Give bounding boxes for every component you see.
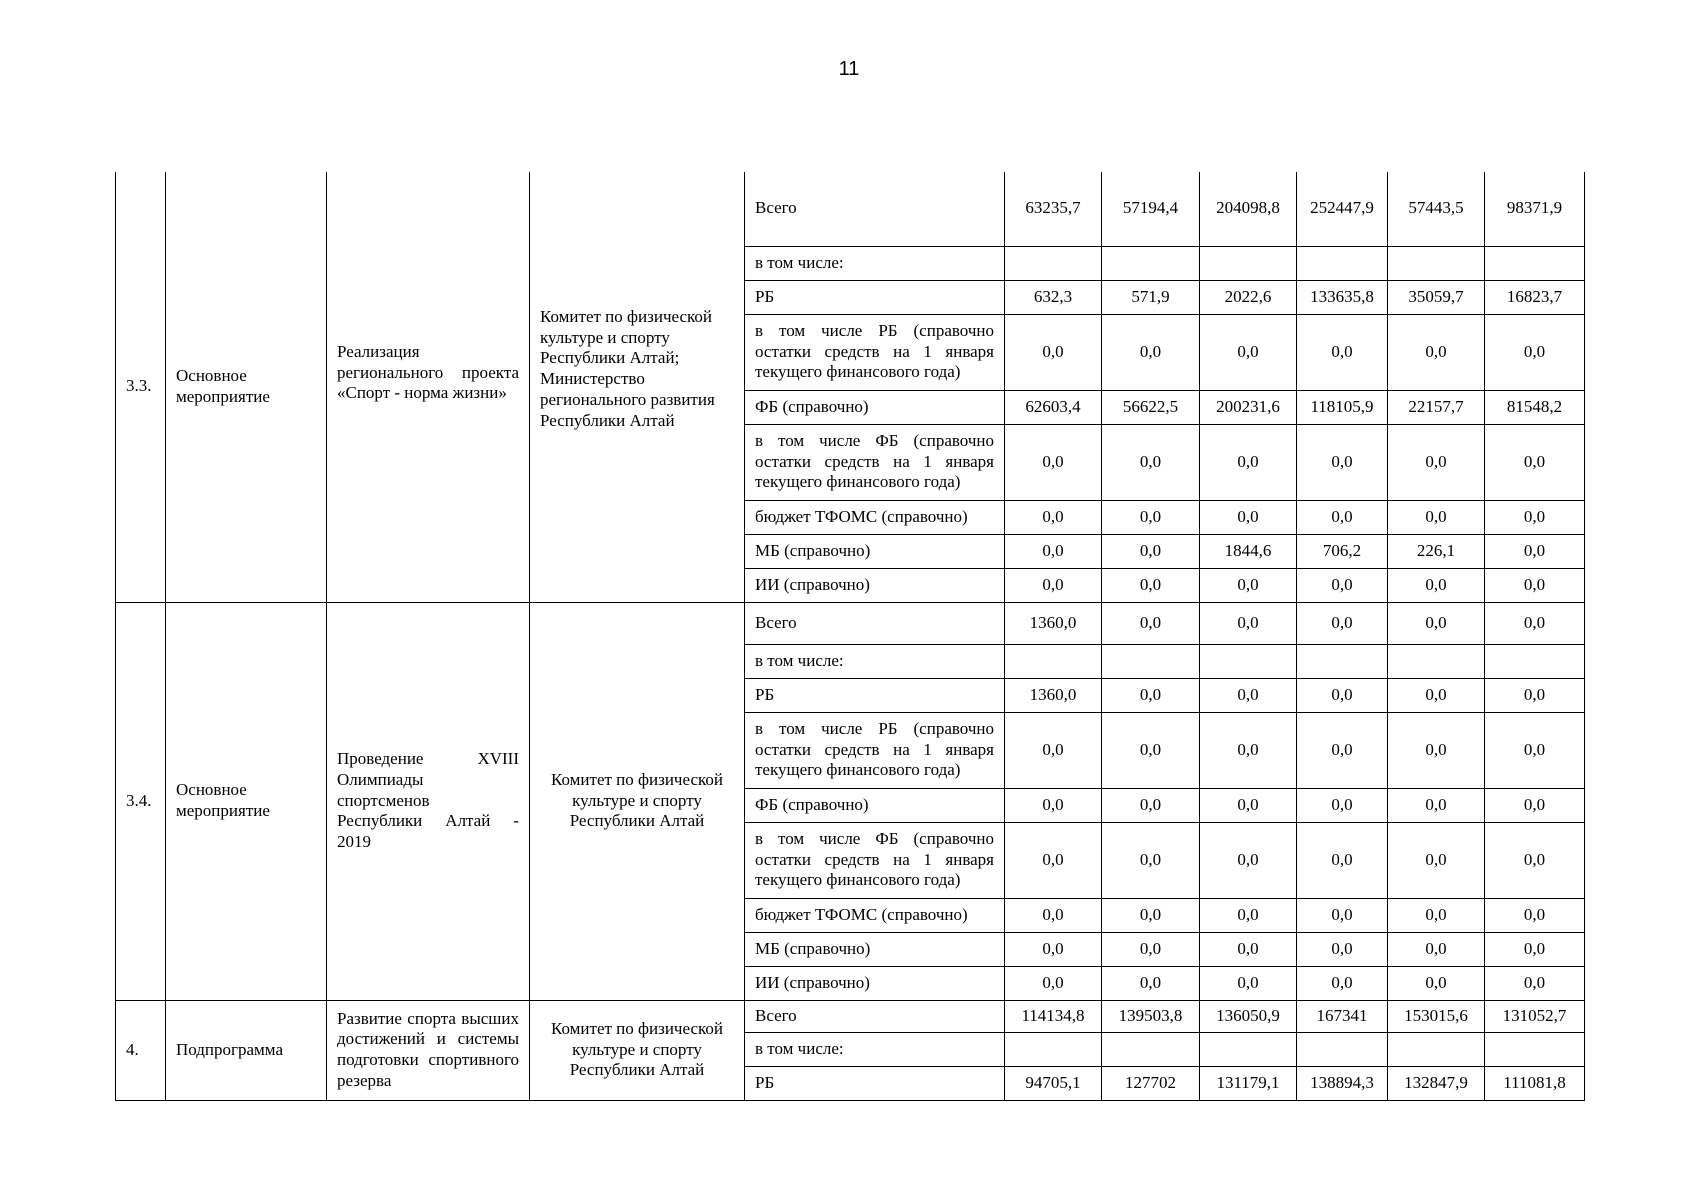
funding-source: в том числе: [745, 246, 1005, 280]
amount-cell: 0,0 [1485, 822, 1585, 898]
amount-cell: 0,0 [1005, 568, 1102, 602]
amount-cell: 0,0 [1200, 500, 1297, 534]
page-number: 11 [838, 58, 860, 80]
funding-source: бюджет ТФОМС (справочно) [745, 898, 1005, 932]
amount-cell: 0,0 [1005, 932, 1102, 966]
amount-cell: 16823,7 [1485, 280, 1585, 314]
amount-cell: 0,0 [1005, 500, 1102, 534]
amount-cell: 0,0 [1388, 568, 1485, 602]
amount-cell: 0,0 [1388, 788, 1485, 822]
item-name: Реализация регионального проекта «Спорт - норма жизни» [327, 172, 530, 602]
amount-cell [1297, 1032, 1388, 1066]
amount-cell: 0,0 [1102, 568, 1200, 602]
item-name: Развитие спорта высших достижений и системы подготовки спортивного резерва [327, 1000, 530, 1100]
amount-cell: 0,0 [1200, 568, 1297, 602]
amount-cell: 132847,9 [1388, 1066, 1485, 1100]
table-row [116, 1000, 1585, 1032]
item-type: Основное мероприятие [166, 602, 327, 1000]
funding-source: в том числе ФБ (справочно остатки средств на 1 января текущего финансового года) [745, 424, 1005, 500]
amount-cell: 98371,9 [1485, 172, 1585, 246]
funding-source: Всего [745, 172, 1005, 246]
funding-source: РБ [745, 280, 1005, 314]
amount-cell: 200231,6 [1200, 390, 1297, 424]
amount-cell: 0,0 [1102, 424, 1200, 500]
amount-cell: 62603,4 [1005, 390, 1102, 424]
funding-source: ФБ (справочно) [745, 390, 1005, 424]
amount-cell: 0,0 [1297, 932, 1388, 966]
amount-cell: 0,0 [1388, 314, 1485, 390]
amount-cell: 153015,6 [1388, 1000, 1485, 1032]
item-number: 3.3. [116, 172, 166, 602]
amount-cell: 0,0 [1005, 788, 1102, 822]
amount-cell: 1844,6 [1200, 534, 1297, 568]
amount-cell: 204098,8 [1200, 172, 1297, 246]
amount-cell: 0,0 [1388, 500, 1485, 534]
item-type: Основное мероприятие [166, 172, 327, 602]
amount-cell: 56622,5 [1102, 390, 1200, 424]
amount-cell [1388, 644, 1485, 678]
funding-source: ФБ (справочно) [745, 788, 1005, 822]
amount-cell: 0,0 [1297, 788, 1388, 822]
amount-cell [1388, 246, 1485, 280]
amount-cell: 0,0 [1388, 678, 1485, 712]
amount-cell: 0,0 [1485, 932, 1585, 966]
amount-cell: 22157,7 [1388, 390, 1485, 424]
funding-source: Всего [745, 602, 1005, 644]
item-number: 4. [116, 1000, 166, 1100]
amount-cell: 0,0 [1005, 712, 1102, 788]
amount-cell: 0,0 [1388, 712, 1485, 788]
amount-cell: 0,0 [1102, 712, 1200, 788]
amount-cell: 0,0 [1297, 966, 1388, 1000]
amount-cell: 0,0 [1200, 678, 1297, 712]
amount-cell [1485, 246, 1585, 280]
amount-cell: 127702 [1102, 1066, 1200, 1100]
amount-cell: 2022,6 [1200, 280, 1297, 314]
amount-cell: 0,0 [1200, 788, 1297, 822]
table-row [116, 172, 1585, 246]
amount-cell: 0,0 [1485, 678, 1585, 712]
amount-cell: 136050,9 [1200, 1000, 1297, 1032]
amount-cell [1485, 1032, 1585, 1066]
amount-cell: 0,0 [1485, 602, 1585, 644]
funding-source: в том числе ФБ (справочно остатки средств на 1 января текущего финансового года) [745, 822, 1005, 898]
amount-cell: 0,0 [1102, 314, 1200, 390]
amount-cell: 0,0 [1005, 424, 1102, 500]
funding-source: ИИ (справочно) [745, 568, 1005, 602]
amount-cell: 0,0 [1485, 788, 1585, 822]
amount-cell: 0,0 [1485, 424, 1585, 500]
amount-cell: 226,1 [1388, 534, 1485, 568]
amount-cell: 0,0 [1388, 898, 1485, 932]
funding-source: в том числе: [745, 644, 1005, 678]
amount-cell: 0,0 [1297, 822, 1388, 898]
amount-cell: 0,0 [1485, 712, 1585, 788]
amount-cell [1200, 1032, 1297, 1066]
amount-cell: 57443,5 [1388, 172, 1485, 246]
amount-cell: 252447,9 [1297, 172, 1388, 246]
amount-cell: 63235,7 [1005, 172, 1102, 246]
amount-cell [1297, 644, 1388, 678]
funding-source: РБ [745, 1066, 1005, 1100]
amount-cell: 0,0 [1297, 602, 1388, 644]
amount-cell: 0,0 [1485, 568, 1585, 602]
funding-source: Всего [745, 1000, 1005, 1032]
amount-cell: 0,0 [1102, 788, 1200, 822]
item-executor: Комитет по физической культуре и спорту Республики Алтай [530, 1000, 745, 1100]
amount-cell: 167341 [1297, 1000, 1388, 1032]
amount-cell: 0,0 [1388, 822, 1485, 898]
funding-source: в том числе РБ (справочно остатки средств на 1 января текущего финансового года) [745, 712, 1005, 788]
funding-source: в том числе РБ (справочно остатки средств на 1 января текущего финансового года) [745, 314, 1005, 390]
amount-cell: 1360,0 [1005, 678, 1102, 712]
item-executor: Комитет по физической культуре и спорту Республики Алтай [530, 602, 745, 1000]
amount-cell: 0,0 [1388, 424, 1485, 500]
budget-table [115, 172, 1585, 1101]
amount-cell: 0,0 [1005, 534, 1102, 568]
item-name: Проведение XVIII Олимпиады спортсменов Республики Алтай - 2019 [327, 602, 530, 1000]
amount-cell: 0,0 [1297, 568, 1388, 602]
amount-cell: 133635,8 [1297, 280, 1388, 314]
funding-source: МБ (справочно) [745, 534, 1005, 568]
amount-cell [1005, 644, 1102, 678]
amount-cell: 0,0 [1005, 822, 1102, 898]
amount-cell [1200, 246, 1297, 280]
amount-cell: 0,0 [1102, 822, 1200, 898]
amount-cell: 94705,1 [1005, 1066, 1102, 1100]
amount-cell: 0,0 [1102, 678, 1200, 712]
amount-cell: 0,0 [1102, 534, 1200, 568]
amount-cell: 57194,4 [1102, 172, 1200, 246]
amount-cell: 0,0 [1485, 500, 1585, 534]
amount-cell: 35059,7 [1388, 280, 1485, 314]
amount-cell [1102, 246, 1200, 280]
amount-cell: 81548,2 [1485, 390, 1585, 424]
amount-cell: 0,0 [1200, 602, 1297, 644]
funding-source: РБ [745, 678, 1005, 712]
item-type: Подпрограмма [166, 1000, 327, 1100]
amount-cell: 0,0 [1388, 602, 1485, 644]
amount-cell: 0,0 [1200, 712, 1297, 788]
amount-cell: 0,0 [1485, 314, 1585, 390]
amount-cell: 0,0 [1200, 424, 1297, 500]
funding-source: бюджет ТФОМС (справочно) [745, 500, 1005, 534]
amount-cell: 0,0 [1485, 898, 1585, 932]
amount-cell: 1360,0 [1005, 602, 1102, 644]
amount-cell: 0,0 [1102, 500, 1200, 534]
amount-cell: 0,0 [1102, 932, 1200, 966]
amount-cell: 114134,8 [1005, 1000, 1102, 1032]
amount-cell: 0,0 [1200, 932, 1297, 966]
table-row [116, 602, 1585, 644]
funding-source: МБ (справочно) [745, 932, 1005, 966]
amount-cell: 0,0 [1200, 898, 1297, 932]
amount-cell: 0,0 [1102, 966, 1200, 1000]
amount-cell: 0,0 [1005, 966, 1102, 1000]
amount-cell: 0,0 [1297, 314, 1388, 390]
amount-cell: 0,0 [1200, 966, 1297, 1000]
amount-cell [1388, 1032, 1485, 1066]
amount-cell: 0,0 [1388, 932, 1485, 966]
amount-cell [1200, 644, 1297, 678]
amount-cell [1005, 246, 1102, 280]
amount-cell [1102, 644, 1200, 678]
amount-cell: 0,0 [1102, 898, 1200, 932]
amount-cell: 111081,8 [1485, 1066, 1585, 1100]
funding-source: ИИ (справочно) [745, 966, 1005, 1000]
amount-cell: 0,0 [1485, 534, 1585, 568]
funding-source: в том числе: [745, 1032, 1005, 1066]
amount-cell: 0,0 [1005, 898, 1102, 932]
amount-cell: 0,0 [1297, 678, 1388, 712]
amount-cell: 139503,8 [1102, 1000, 1200, 1032]
amount-cell: 138894,3 [1297, 1066, 1388, 1100]
amount-cell: 0,0 [1297, 424, 1388, 500]
amount-cell: 706,2 [1297, 534, 1388, 568]
amount-cell: 118105,9 [1297, 390, 1388, 424]
amount-cell: 131179,1 [1200, 1066, 1297, 1100]
amount-cell: 0,0 [1297, 712, 1388, 788]
amount-cell: 0,0 [1297, 898, 1388, 932]
amount-cell: 0,0 [1200, 314, 1297, 390]
amount-cell [1485, 644, 1585, 678]
item-executor: Комитет по физической культуре и спорту Республики Алтай; Министерство регионального развития Республики Алтай [530, 172, 745, 602]
amount-cell: 632,3 [1005, 280, 1102, 314]
amount-cell [1297, 246, 1388, 280]
amount-cell [1005, 1032, 1102, 1066]
amount-cell: 0,0 [1297, 500, 1388, 534]
amount-cell: 0,0 [1200, 822, 1297, 898]
amount-cell: 0,0 [1102, 602, 1200, 644]
amount-cell: 0,0 [1388, 966, 1485, 1000]
item-number: 3.4. [116, 602, 166, 1000]
amount-cell: 131052,7 [1485, 1000, 1585, 1032]
amount-cell [1102, 1032, 1200, 1066]
amount-cell: 0,0 [1485, 966, 1585, 1000]
amount-cell: 0,0 [1005, 314, 1102, 390]
amount-cell: 571,9 [1102, 280, 1200, 314]
